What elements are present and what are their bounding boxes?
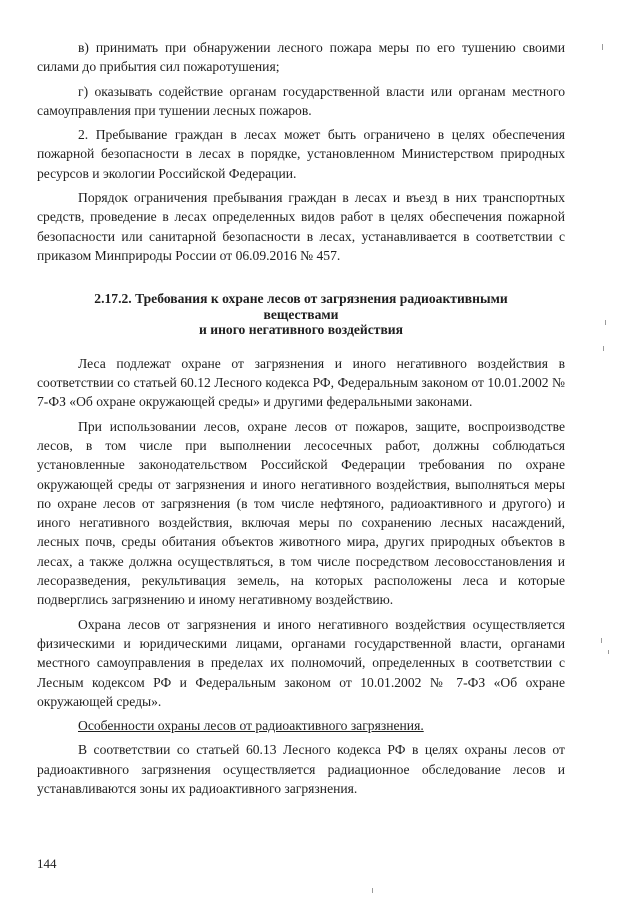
- scan-mark: [372, 888, 373, 893]
- page-body: [37, 38, 565, 803]
- subheading-line: [37, 716, 565, 735]
- scan-mark: [608, 650, 609, 654]
- page-number: 144: [37, 856, 57, 871]
- section-heading-line2: и иного негативного воздействия: [199, 322, 403, 338]
- paragraph-protection-actors: Охрана лесов от загрязнения и иного негативного воздействия осуществляется физическими и юридическими лицами, органами государственной власти, органами местного самоуправления в пределах их полномочий, определенных в соответствии с Лесным кодексом РФ и Федеральным законом от 10.01.2002 № 7-ФЗ «Об охране окружающей среды».: [37, 616, 565, 709]
- paragraph-order: Порядок ограничения пребывания граждан в лесах и въезд в них транспортных средств, проведение в лесах определенных видов работ в целях обеспечения пожарной безопасности или санитарной безопасности в лесах, устанавливается в соответствии с приказом Минприроды России от 06.09.2016 № 457.: [37, 190, 565, 263]
- scan-mark: [605, 320, 606, 325]
- list-item-g: г) оказывать содействие органам государственной власти или органам местного самоуправления при тушении лесных пожаров.: [37, 83, 565, 118]
- paragraph-forests-protection: Леса подлежат охране от загрязнения и иного негативного воздействия в соответствии со статьей 60.12 Лесного кодекса РФ, Федеральным законом от 10.01.2002 № 7-ФЗ «Об охране окружающей среды» и другими федеральными законами.: [37, 355, 565, 410]
- paragraph-radiation-survey: В соответствии со статьей 60.13 Лесного кодекса РФ в целях охраны лесов от радиоактивного загрязнения осуществляется радиационное обследование лесов и устанавливаются зоны их радиоактивного загрязнения.: [37, 742, 565, 796]
- scan-mark: [603, 346, 604, 351]
- paragraph-forest-use: При использовании лесов, охране лесов от пожаров, защите, воспроизводстве лесов, в том числе при выполнении лесосечных работ, должны соблюдаться установленные законодательством Российской Федерации требования по охране окружающей среды от загрязнения и иного негативного воздействия, выполняться меры по охране лесов от загрязнения (в том числе нефтяного, радиоактивного и другого) и иного негативного воздействия, включая меры по сохранению лесных насаждений, лесных почв, среды обитания объектов животного мира, других природных объектов в лесах, а также должна осуществляться, в том числе посредством лесовосстановления и лесоразведения, рекультивация земель, на которых расположены леса и которые подверглись загрязнению и иному негативному воздействию.: [37, 418, 565, 608]
- section-heading-line1: 2.17.2. Требования к охране лесов от загрязнения радиоактивными веществами: [94, 291, 508, 322]
- list-item-v: в) принимать при обнаружении лесного пожара меры по его тушению своими силами до прибытия сил пожаротушения;: [37, 40, 565, 75]
- scan-mark: [601, 638, 602, 643]
- subheading-radioactive: Особенности охраны лесов от радиоактивного загрязнения.: [78, 718, 424, 734]
- section-heading: [37, 291, 565, 338]
- paragraph-2: 2. Пребывание граждан в лесах может быть ограничено в целях обеспечения пожарной безопасности в лесах в порядке, установленном Министерством природных ресурсов и экологии Российской Федерации.: [37, 127, 565, 181]
- scan-mark: [602, 44, 603, 50]
